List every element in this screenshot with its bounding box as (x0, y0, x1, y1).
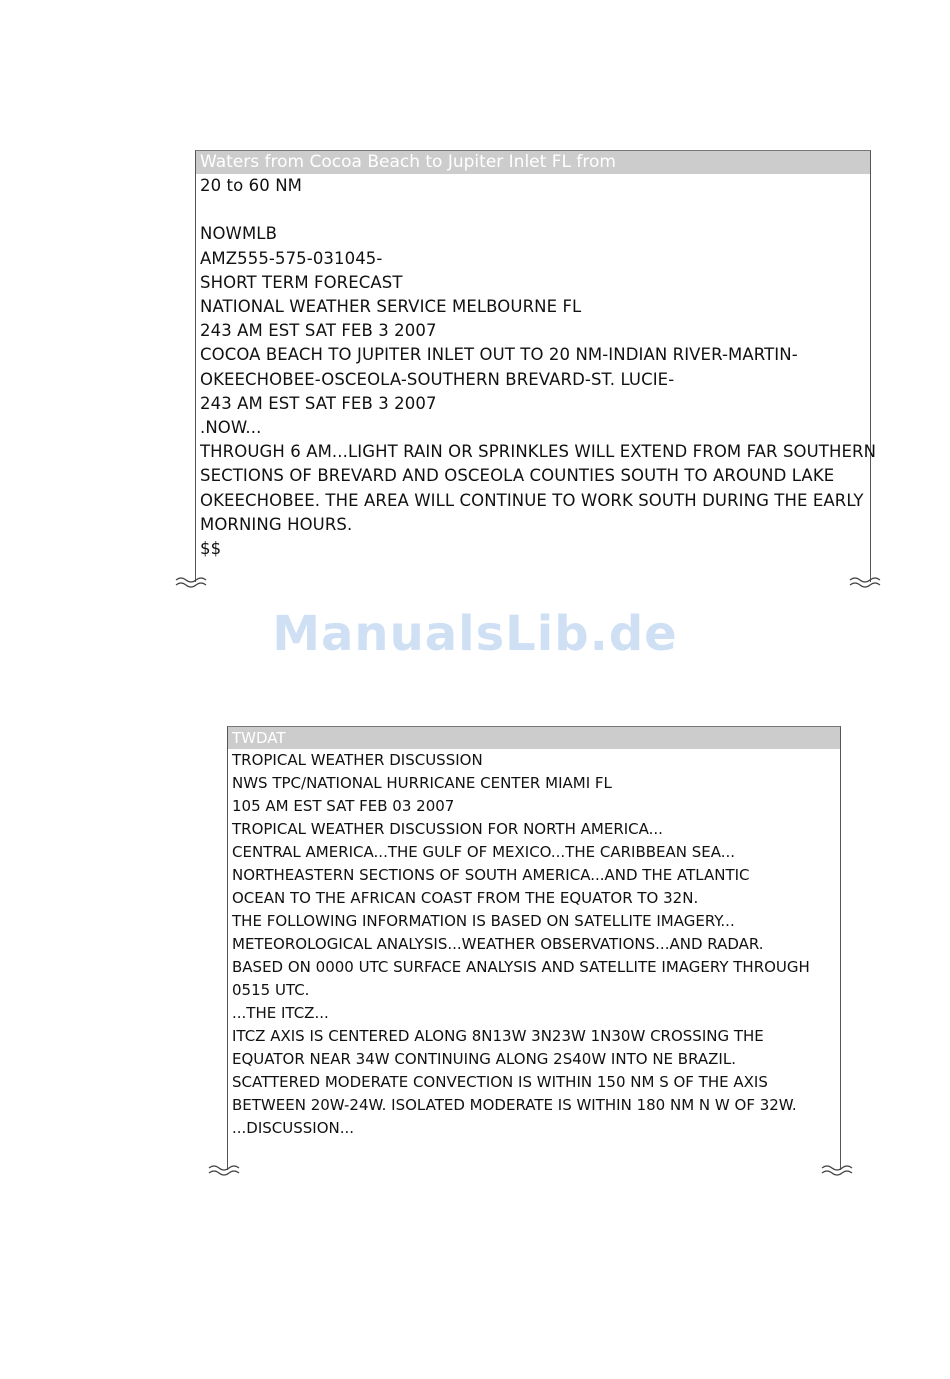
text-line: NORTHEASTERN SECTIONS OF SOUTH AMERICA...AND THE ATLANTIC (232, 866, 750, 884)
text-line: TROPICAL WEATHER DISCUSSION FOR NORTH AMERICA... (232, 820, 663, 838)
text-line: OKEECHOBEE-OSCEOLA-SOUTHERN BREVARD-ST. LUCIE- (200, 369, 675, 389)
text-line: SCATTERED MODERATE CONVECTION IS WITHIN 150 NM S OF THE AXIS (232, 1073, 768, 1091)
panel-title: Waters from Cocoa Beach to Jupiter Inlet FL from (196, 151, 870, 174)
text-line: AMZ555-575-031045- (200, 248, 383, 268)
panel-body (196, 174, 877, 561)
text-line: 0515 UTC. (232, 981, 310, 999)
panel-body (228, 749, 840, 1140)
forecast-panel-cocoa-beach (195, 150, 877, 582)
watermark: ManualsLib.de (272, 606, 678, 662)
break-mark-icon (207, 1162, 245, 1178)
text-line: COCOA BEACH TO JUPITER INLET OUT TO 20 NM-INDIAN RIVER-MARTIN- (200, 345, 798, 365)
text-line: NOWMLB (200, 224, 277, 244)
text-line: METEOROLOGICAL ANALYSIS...WEATHER OBSERVATIONS...AND RADAR. (232, 935, 764, 953)
text-line: MORNING HOURS. (200, 514, 353, 534)
text-line: NWS TPC/NATIONAL HURRICANE CENTER MIAMI FL (232, 774, 612, 792)
text-line: BETWEEN 20W-24W. ISOLATED MODERATE IS WITHIN 180 NM N W OF 32W. (232, 1096, 797, 1114)
text-line: ...DISCUSSION... (232, 1119, 355, 1137)
text-line: 243 AM EST SAT FEB 3 2007 (200, 321, 437, 341)
text-line: 20 to 60 NM (200, 176, 302, 195)
text-line: CENTRAL AMERICA...THE GULF OF MEXICO...THE CARIBBEAN SEA... (232, 843, 736, 861)
text-line: NATIONAL WEATHER SERVICE MELBOURNE FL (200, 297, 582, 317)
text-line: THROUGH 6 AM...LIGHT RAIN OR SPRINKLES WILL EXTEND FROM FAR SOUTHERN (200, 442, 877, 462)
text-line: THE FOLLOWING INFORMATION IS BASED ON SATELLITE IMAGERY... (232, 912, 735, 930)
text-line: TROPICAL WEATHER DISCUSSION (232, 751, 483, 769)
text-line: ITCZ AXIS IS CENTERED ALONG 8N13W 3N23W 1N30W CROSSING THE (232, 1027, 764, 1045)
text-line: EQUATOR NEAR 34W CONTINUING ALONG 2S40W INTO NE BRAZIL. (232, 1050, 736, 1068)
text-line (200, 198, 866, 222)
text-line: 105 AM EST SAT FEB 03 2007 (232, 797, 455, 815)
break-mark-icon (820, 1162, 858, 1178)
text-line: SECTIONS OF BREVARD AND OSCEOLA COUNTIES SOUTH TO AROUND LAKE (200, 466, 835, 486)
break-mark-icon (848, 574, 886, 590)
text-line: OCEAN TO THE AFRICAN COAST FROM THE EQUATOR TO 32N. (232, 889, 699, 907)
text-line: SHORT TERM FORECAST (200, 272, 403, 292)
text-line: OKEECHOBEE. THE AREA WILL CONTINUE TO WORK SOUTH DURING THE EARLY (200, 490, 864, 510)
text-line: .NOW... (200, 418, 262, 438)
text-line: $$ (200, 539, 222, 559)
text-line: ...THE ITCZ... (232, 1004, 329, 1022)
panel-title: TWDAT (228, 727, 840, 749)
text-line: BASED ON 0000 UTC SURFACE ANALYSIS AND SATELLITE IMAGERY THROUGH (232, 958, 810, 976)
forecast-panel-twdat (227, 726, 841, 1170)
text-line: 243 AM EST SAT FEB 3 2007 (200, 393, 437, 413)
break-mark-icon (174, 574, 212, 590)
